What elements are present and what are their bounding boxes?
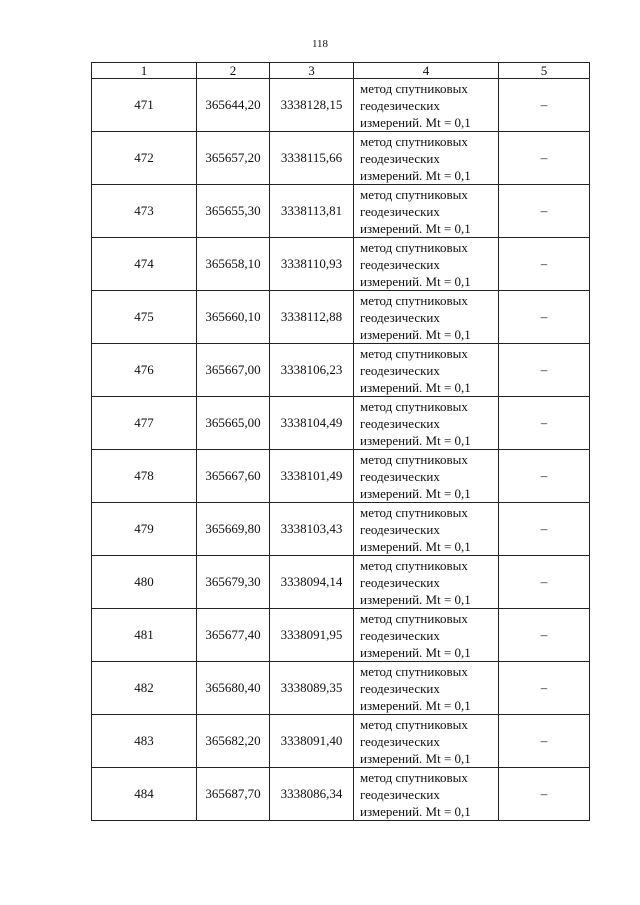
table-row xyxy=(92,715,590,768)
header-col-5: 5 xyxy=(499,63,590,79)
header-col-3: 3 xyxy=(270,63,354,79)
table-row xyxy=(92,185,590,238)
y-coordinate: 3338128,15 xyxy=(270,79,354,132)
note: – xyxy=(499,132,590,185)
table-row xyxy=(92,238,590,291)
page-number: 118 xyxy=(311,38,329,50)
point-number: 478 xyxy=(92,450,197,503)
y-coordinate: 3338112,88 xyxy=(270,291,354,344)
x-coordinate: 365679,30 xyxy=(197,556,270,609)
y-coordinate: 3338115,66 xyxy=(270,132,354,185)
x-coordinate: 365687,70 xyxy=(197,768,270,821)
measurement-method: метод спутниковых геодезических измерений. Mt = 0,1 xyxy=(354,291,499,344)
measurement-method: метод спутниковых геодезических измерений. Mt = 0,1 xyxy=(354,238,499,291)
note: – xyxy=(499,768,590,821)
measurement-method: метод спутниковых геодезических измерений. Mt = 0,1 xyxy=(354,662,499,715)
y-coordinate: 3338113,81 xyxy=(270,185,354,238)
measurement-method: метод спутниковых геодезических измерений. Mt = 0,1 xyxy=(354,185,499,238)
note: – xyxy=(499,79,590,132)
point-number: 476 xyxy=(92,344,197,397)
coordinates-table xyxy=(91,62,590,821)
measurement-method: метод спутниковых геодезических измерений. Mt = 0,1 xyxy=(354,79,499,132)
y-coordinate: 3338086,34 xyxy=(270,768,354,821)
table-row xyxy=(92,397,590,450)
table-body xyxy=(92,79,590,821)
y-coordinate: 3338106,23 xyxy=(270,344,354,397)
table-row xyxy=(92,291,590,344)
point-number: 475 xyxy=(92,291,197,344)
point-number: 482 xyxy=(92,662,197,715)
header-row xyxy=(92,63,590,79)
table-header xyxy=(92,63,590,79)
table-row xyxy=(92,609,590,662)
x-coordinate: 365660,10 xyxy=(197,291,270,344)
point-number: 484 xyxy=(92,768,197,821)
table-row xyxy=(92,344,590,397)
table-row xyxy=(92,132,590,185)
note: – xyxy=(499,662,590,715)
y-coordinate: 3338091,40 xyxy=(270,715,354,768)
note: – xyxy=(499,715,590,768)
note: – xyxy=(499,397,590,450)
y-coordinate: 3338103,43 xyxy=(270,503,354,556)
x-coordinate: 365677,40 xyxy=(197,609,270,662)
note: – xyxy=(499,185,590,238)
note: – xyxy=(499,556,590,609)
x-coordinate: 365667,60 xyxy=(197,450,270,503)
measurement-method: метод спутниковых геодезических измерений. Mt = 0,1 xyxy=(354,609,499,662)
measurement-method: метод спутниковых геодезических измерений. Mt = 0,1 xyxy=(354,397,499,450)
header-col-1: 1 xyxy=(92,63,197,79)
point-number: 481 xyxy=(92,609,197,662)
point-number: 479 xyxy=(92,503,197,556)
point-number: 471 xyxy=(92,79,197,132)
point-number: 473 xyxy=(92,185,197,238)
measurement-method: метод спутниковых геодезических измерений. Mt = 0,1 xyxy=(354,132,499,185)
note: – xyxy=(499,450,590,503)
point-number: 474 xyxy=(92,238,197,291)
y-coordinate: 3338110,93 xyxy=(270,238,354,291)
measurement-method: метод спутниковых геодезических измерений. Mt = 0,1 xyxy=(354,715,499,768)
note: – xyxy=(499,344,590,397)
note: – xyxy=(499,291,590,344)
note: – xyxy=(499,609,590,662)
x-coordinate: 365680,40 xyxy=(197,662,270,715)
header-col-4: 4 xyxy=(354,63,499,79)
point-number: 480 xyxy=(92,556,197,609)
table-row xyxy=(92,503,590,556)
y-coordinate: 3338104,49 xyxy=(270,397,354,450)
table-row xyxy=(92,79,590,132)
measurement-method: метод спутниковых геодезических измерений. Mt = 0,1 xyxy=(354,503,499,556)
table-row xyxy=(92,662,590,715)
x-coordinate: 365682,20 xyxy=(197,715,270,768)
point-number: 472 xyxy=(92,132,197,185)
measurement-method: метод спутниковых геодезических измерений. Mt = 0,1 xyxy=(354,768,499,821)
x-coordinate: 365665,00 xyxy=(197,397,270,450)
x-coordinate: 365655,30 xyxy=(197,185,270,238)
x-coordinate: 365644,20 xyxy=(197,79,270,132)
y-coordinate: 3338091,95 xyxy=(270,609,354,662)
point-number: 477 xyxy=(92,397,197,450)
table-row xyxy=(92,450,590,503)
measurement-method: метод спутниковых геодезических измерений. Mt = 0,1 xyxy=(354,344,499,397)
table-row xyxy=(92,768,590,821)
measurement-method: метод спутниковых геодезических измерений. Mt = 0,1 xyxy=(354,450,499,503)
x-coordinate: 365657,20 xyxy=(197,132,270,185)
x-coordinate: 365658,10 xyxy=(197,238,270,291)
point-number: 483 xyxy=(92,715,197,768)
note: – xyxy=(499,238,590,291)
y-coordinate: 3338089,35 xyxy=(270,662,354,715)
header-col-2: 2 xyxy=(197,63,270,79)
measurement-method: метод спутниковых геодезических измерений. Mt = 0,1 xyxy=(354,556,499,609)
y-coordinate: 3338094,14 xyxy=(270,556,354,609)
note: – xyxy=(499,503,590,556)
y-coordinate: 3338101,49 xyxy=(270,450,354,503)
x-coordinate: 365667,00 xyxy=(197,344,270,397)
table-row xyxy=(92,556,590,609)
x-coordinate: 365669,80 xyxy=(197,503,270,556)
